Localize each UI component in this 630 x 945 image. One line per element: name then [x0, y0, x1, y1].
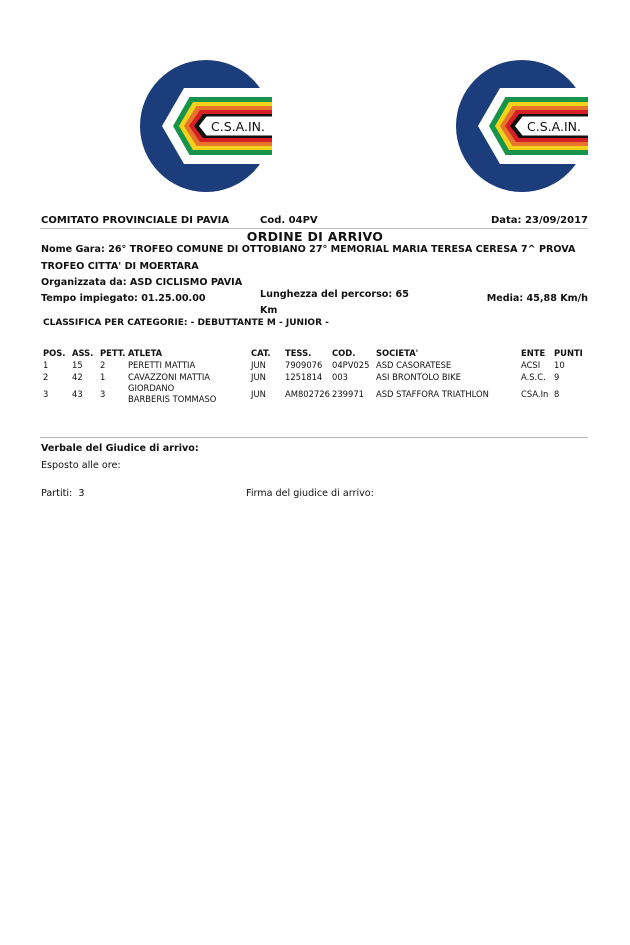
cell-punti: 9	[554, 372, 560, 382]
cell-cod: 003	[332, 372, 348, 382]
logo-text: C.S.A.IN.	[527, 119, 581, 134]
race-code: Cod. 04PV	[260, 215, 318, 226]
cell-pett: 1	[100, 372, 106, 382]
cell-pos: 1	[43, 360, 49, 370]
col-cat: CAT.	[251, 348, 271, 358]
committee-name: COMITATO PROVINCIALE DI PAVIA	[41, 215, 230, 226]
cell-ente: ACSI	[521, 360, 541, 370]
race-name-line2: TROFEO CITTA' DI MOERTARA	[41, 261, 199, 272]
cell-societa: ASD STAFFORA TRIATHLON	[376, 389, 489, 399]
cell-ass: 42	[72, 372, 83, 382]
cell-punti: 8	[554, 389, 560, 399]
verbale-title: Verbale del Giudice di arrivo:	[41, 443, 199, 454]
cell-atleta: CAVAZZONI MATTIA	[128, 372, 211, 382]
started-count: Partiti: 3	[41, 488, 85, 499]
race-category: CLASSIFICA PER CATEGORIE: - DEBUTTANTE M - JUNIOR -	[43, 318, 329, 328]
cell-atleta-line2: BARBERIS TOMMASO	[128, 394, 217, 404]
cell-cat: JUN	[251, 372, 266, 382]
race-time: Tempo impiegato: 01.25.00.00	[41, 293, 206, 304]
cell-pos: 2	[43, 372, 49, 382]
cell-tess: 7909076	[285, 360, 323, 370]
cell-cod: 04PV025	[332, 360, 370, 370]
cell-atleta-line1: GIORDANO	[128, 383, 175, 393]
col-tess: TESS.	[285, 348, 312, 358]
cell-cod: 239971	[332, 389, 364, 399]
cell-atleta: PERETTI MATTIA	[128, 360, 196, 370]
col-ente: ENTE	[521, 348, 546, 358]
col-punti: PUNTI	[554, 348, 583, 358]
csain-logo-right	[456, 60, 588, 192]
logo-text: C.S.A.IN.	[211, 119, 265, 134]
race-length-line2: Km	[260, 305, 278, 316]
race-name-line1: Nome Gara: 26° TROFEO COMUNE DI OTTOBIANO 27° MEMORIAL MARIA TERESA CERESA 7^ PROVA	[41, 244, 576, 255]
document-title: ORDINE DI ARRIVO	[246, 229, 384, 244]
cell-cat: JUN	[251, 360, 266, 370]
cell-punti: 10	[554, 360, 565, 370]
cell-pett: 2	[100, 360, 106, 370]
race-average: Media: 45,88 Km/h	[486, 293, 588, 304]
cell-cat: JUN	[251, 389, 266, 399]
cell-pett: 3	[100, 389, 106, 399]
col-societa: SOCIETA'	[376, 348, 419, 358]
col-pett: PETT.	[100, 348, 126, 358]
cell-ass: 15	[72, 360, 83, 370]
exposed-time-label: Esposto alle ore:	[41, 460, 121, 471]
col-ass: ASS.	[72, 348, 94, 358]
cell-ass: 43	[72, 389, 83, 399]
cell-tess: 1251814	[285, 372, 323, 382]
csain-logo-left	[140, 60, 272, 192]
race-date: Data: 23/09/2017	[490, 215, 588, 226]
race-length-line1: Lunghezza del percorso: 65	[260, 289, 409, 300]
race-organizer: Organizzata da: ASD CICLISMO PAVIA	[41, 277, 243, 288]
judge-signature-label: Firma del giudice di arrivo:	[246, 488, 374, 499]
cell-tess: AM802726	[285, 389, 330, 399]
cell-ente: A.S.C.	[521, 372, 546, 382]
col-atleta: ATLETA	[128, 348, 163, 358]
cell-ente: CSA.In	[521, 389, 549, 399]
cell-pos: 3	[43, 389, 49, 399]
col-cod: COD.	[332, 348, 356, 358]
cell-societa: ASD CASORATESE	[376, 360, 452, 370]
verbale-divider	[40, 437, 588, 438]
col-pos: POS.	[43, 348, 66, 358]
cell-societa: ASI BRONTOLO BIKE	[376, 372, 461, 382]
